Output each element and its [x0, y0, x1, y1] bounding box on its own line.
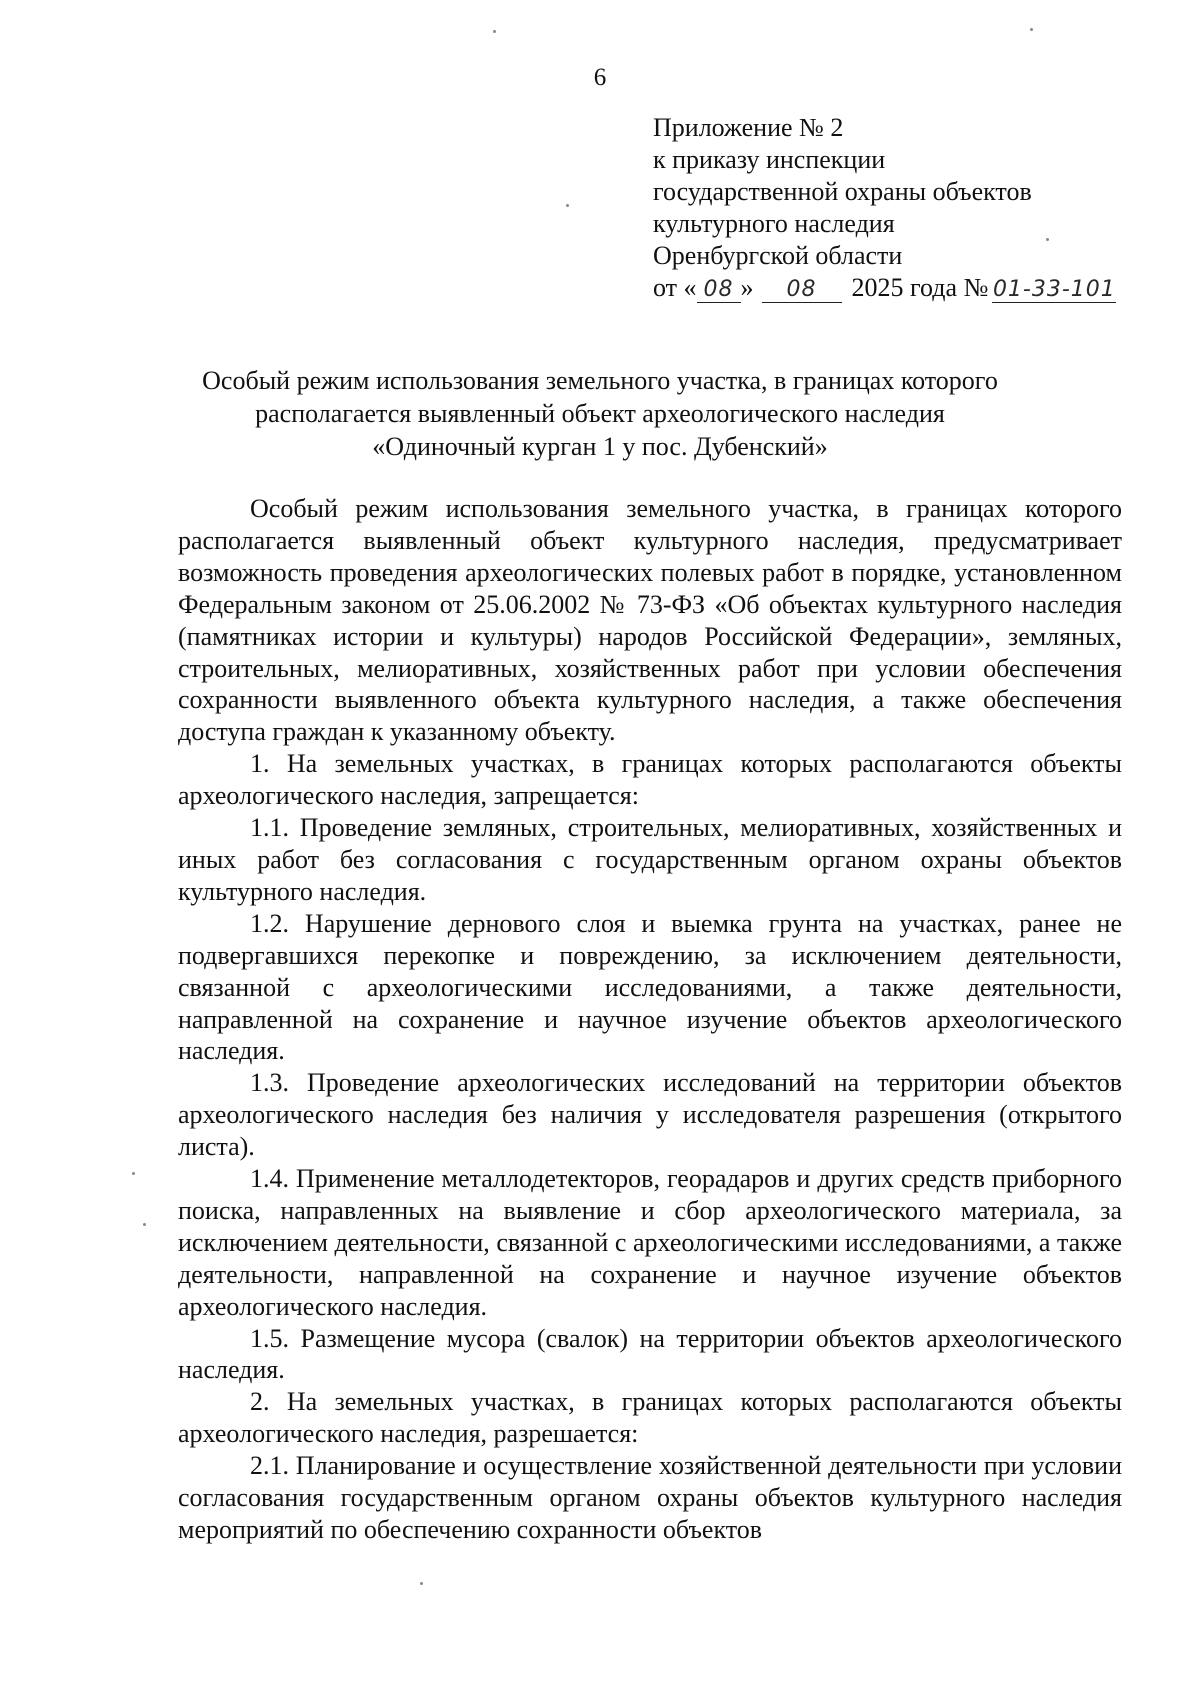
title-line-3: «Одиночный курган 1 у пос. Дубенский»: [372, 432, 828, 461]
title-line-1: Особый режим использования земельного участка, в границах которого: [202, 366, 998, 395]
scan-speck: [1030, 28, 1033, 31]
scan-speck: [493, 30, 496, 33]
scan-speck: [420, 1582, 423, 1585]
date-year-text: 2025 года №: [851, 273, 989, 302]
appendix-block: [653, 112, 1173, 304]
document-title: [150, 364, 1050, 463]
date-prefix: от «: [653, 273, 697, 302]
appendix-line-1: Приложение № 2: [653, 113, 844, 142]
scan-speck: [1046, 238, 1049, 241]
paragraph-1-2: 1.2. Нарушение дернового слоя и выемка грунта на участках, ранее не подвергавшихся перекопке и повреждению, за исключением деятельности, связанной с археологическими исследованиями, а также деятельности, направленной на сохранение и научное изучение объектов археологического наследия.: [178, 908, 1122, 1066]
paragraph-2-1: 2.1. Планирование и осуществление хозяйственной деятельности при условии согласования государственным органом охраны объектов культурного наследия мероприятий по обеспечению сохранности объектов: [178, 1451, 1122, 1544]
date-mid: »: [740, 273, 754, 302]
paragraph-intro: Особый режим использования земельного участка, в границах которого располагается выявленный объект культурного наследия, предусматривает возможность проведения археологических полевых работ в порядке, установленном Федеральным законом от 25.06.2002 № 73-ФЗ «Об объектах культурного наследия (памятниках истории и культуры) народов Российской Федерации», земляных, строительных, мелиоративных, хозяйственных работ при условии обеспечения сохранности выявленного объекта культурного наследия, а также обеспечения доступа граждан к указанному объекту.: [178, 494, 1122, 747]
title-line-2: располагается выявленный объект археологического наследия: [255, 399, 945, 428]
paragraph-1-4: 1.4. Применение металлодетекторов, георадаров и других средств приборного поиска, направленных на выявление и сбор археологического материала, за исключением деятельности, связанной с археологическими исследованиями, а также деятельности, направленной на сохранение и научное изучение объектов археологического наследия.: [178, 1164, 1122, 1321]
handwritten-day: 08: [697, 278, 741, 303]
paragraph-1: 1. На земельных участках, в границах которых располагаются объекты археологического наследия, запрещается:: [178, 749, 1122, 811]
appendix-line-5: Оренбургской области: [653, 241, 903, 270]
appendix-date-line: [653, 272, 1173, 304]
handwritten-month: 08: [762, 278, 842, 303]
handwritten-order-number: 01-33-101: [992, 277, 1116, 302]
appendix-line-4: культурного наследия: [653, 209, 895, 238]
paragraph-1-3: 1.3. Проведение археологических исследований на территории объектов археологического наследия без наличия у исследователя разрешения (открытого листа).: [178, 1068, 1122, 1162]
scan-speck: [132, 1172, 135, 1175]
appendix-line-2: к приказу инспекции: [653, 145, 886, 174]
scan-speck: [143, 1223, 146, 1226]
paragraph-2: 2. На земельных участках, в границах которых располагаются объекты археологического наследия, разрешается:: [178, 1387, 1122, 1449]
document-body: [178, 493, 1122, 1546]
paragraph-1-5: 1.5. Размещение мусора (свалок) на территории объектов археологического наследия.: [178, 1323, 1122, 1385]
page-number: 6: [593, 64, 607, 91]
scan-speck: [566, 204, 569, 207]
paragraph-1-1: 1.1. Проведение земляных, строительных, мелиоративных, хозяйственных и иных работ без согласования с государственным органом охраны объектов культурного наследия.: [178, 813, 1122, 906]
appendix-line-3: государственной охраны объектов: [653, 177, 1032, 206]
